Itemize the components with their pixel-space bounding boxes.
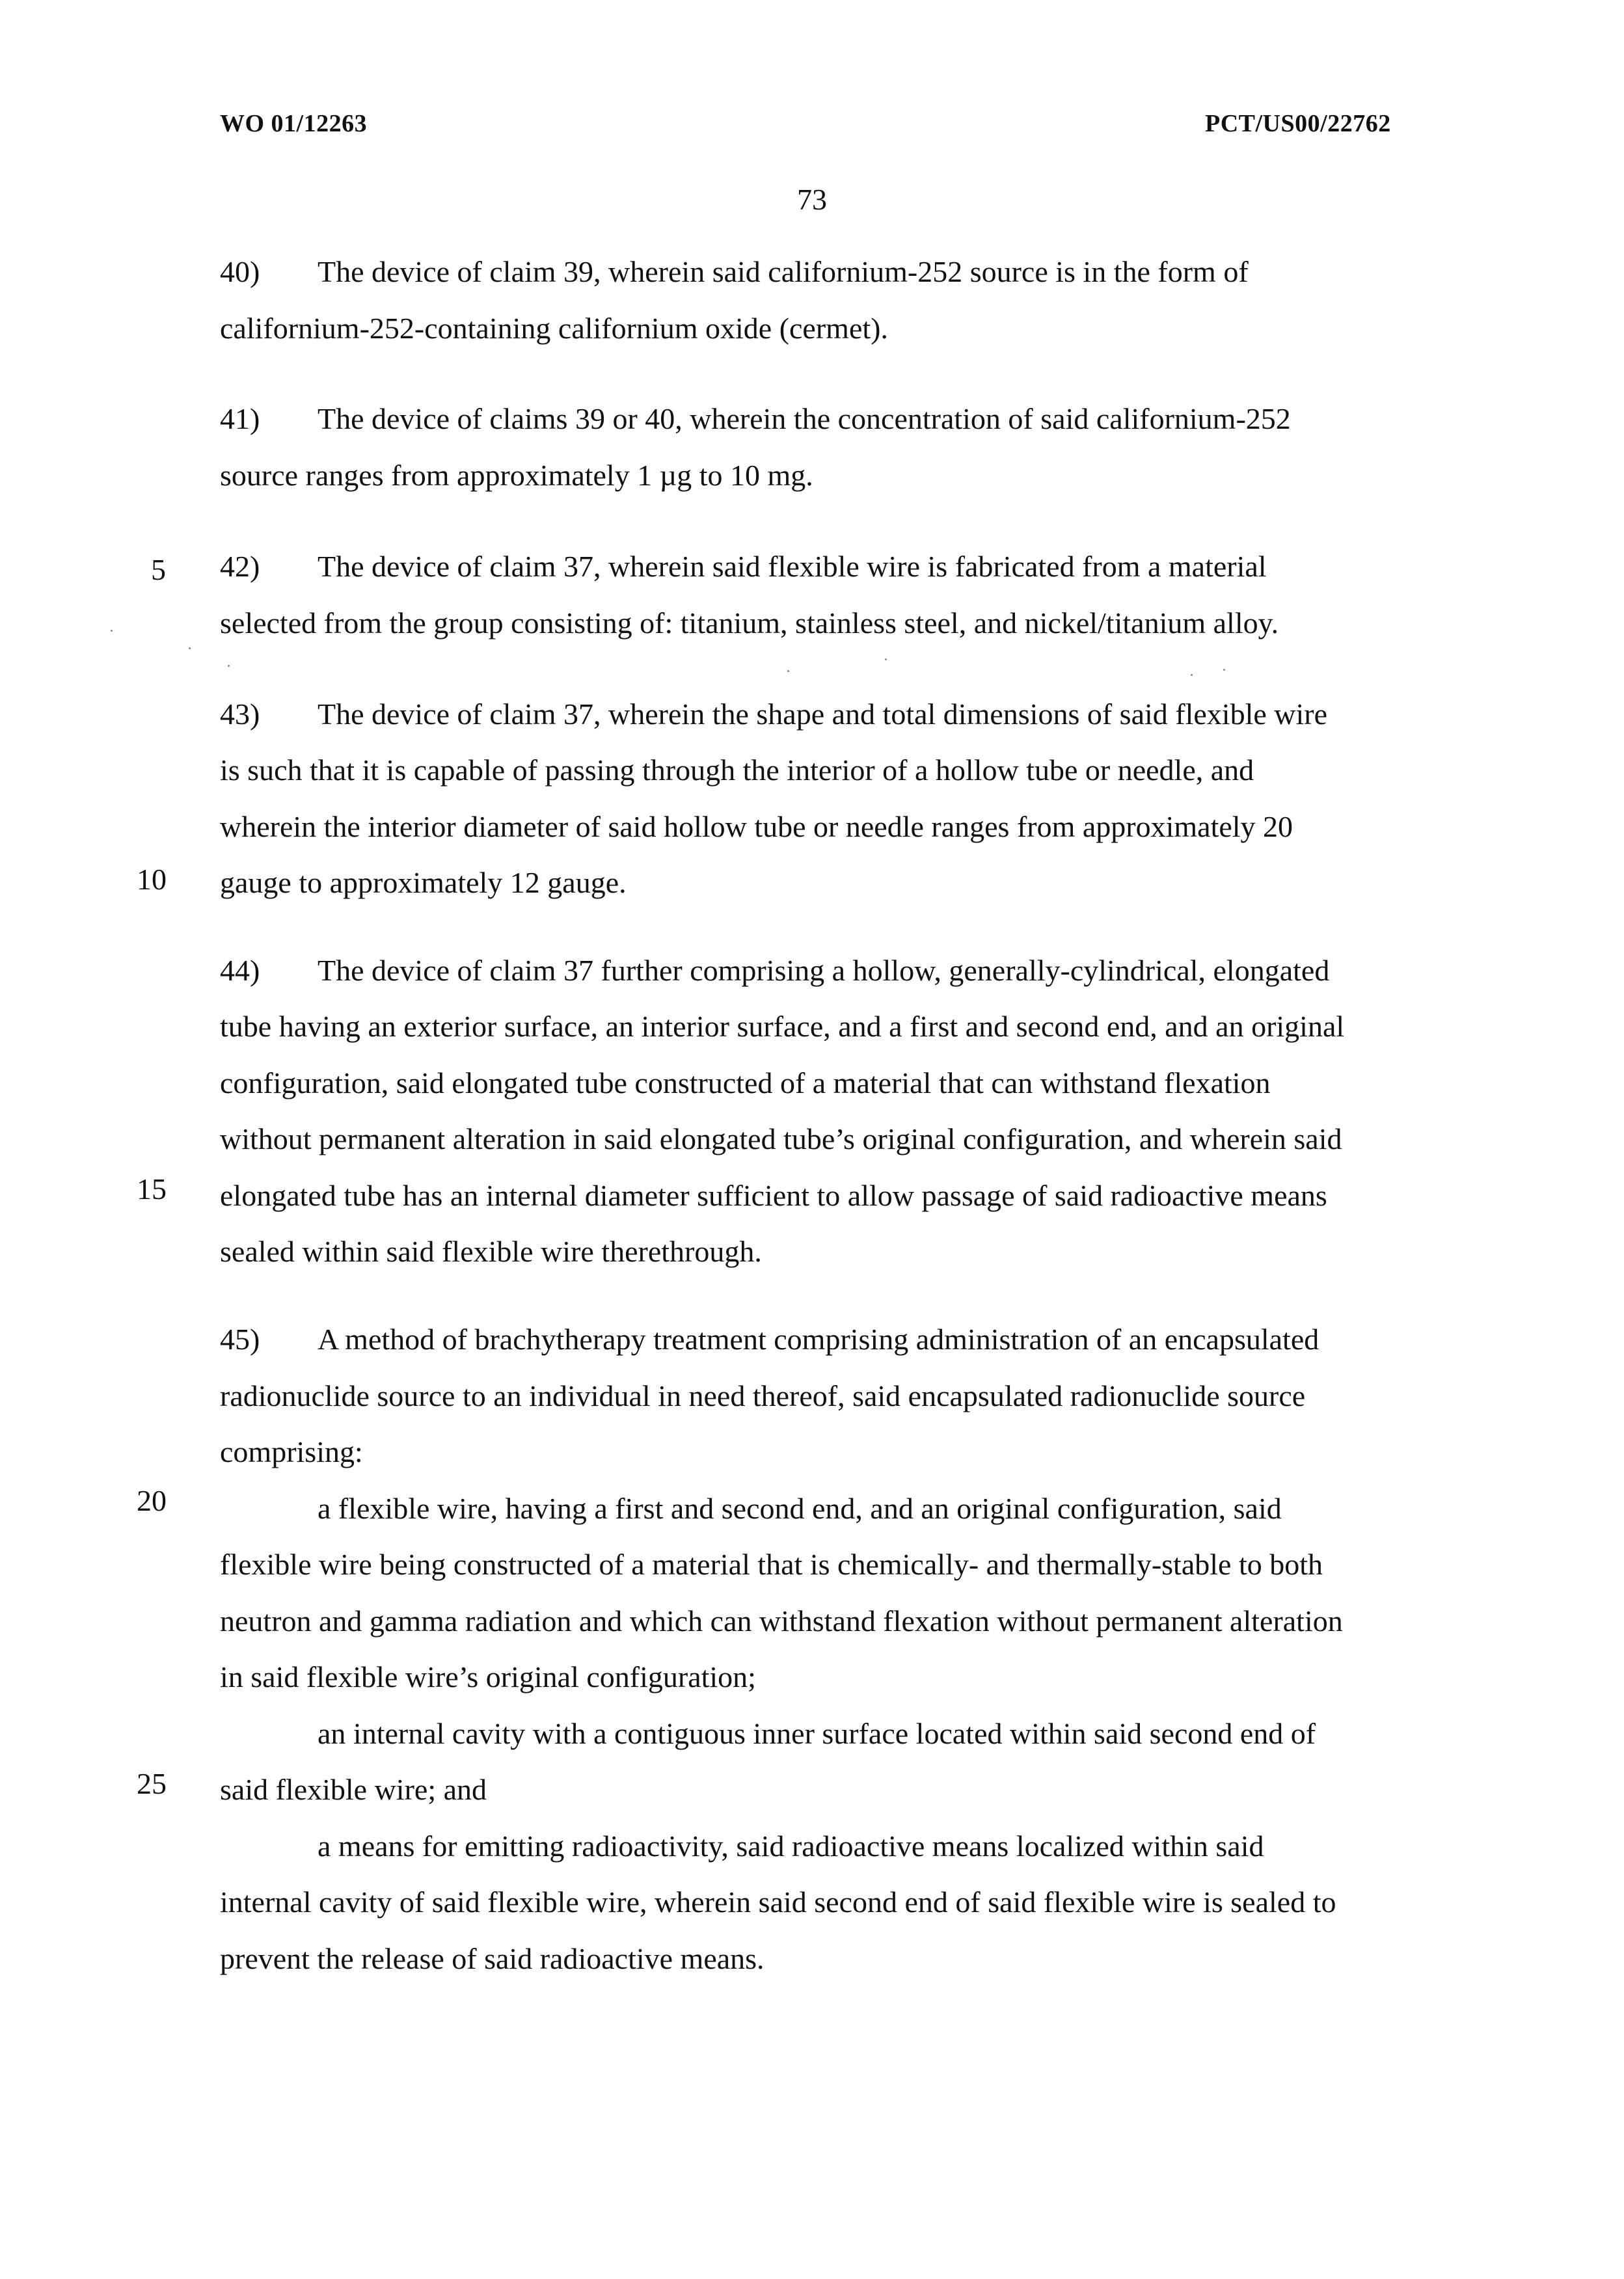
claim-line: configuration, said elongated tube constructed of a material that can withstand flexation (220, 1066, 1271, 1099)
claim-label: 41) (220, 402, 260, 435)
claim-line (220, 697, 1502, 731)
claim-label: 45) (220, 1323, 260, 1356)
publication-number: WO 01/12263 (220, 110, 368, 137)
application-number: PCT/US00/22762 (1205, 110, 1391, 137)
claim-label: 43) (220, 697, 260, 731)
scan-speck (228, 665, 230, 667)
claim-line: tube having an exterior surface, an interior surface, and a first and second end, and an original (220, 1010, 1345, 1043)
claim-line: sealed within said flexible wire therethrough. (220, 1235, 762, 1268)
line-number-15: 15 (137, 1172, 167, 1206)
claim-line: in said flexible wire’s original configuration; (220, 1660, 756, 1693)
line-number-10: 10 (137, 863, 167, 896)
claim-line: source ranges from approximately 1 µg to 10 mg. (220, 459, 813, 492)
claim-line: gauge to approximately 12 gauge. (220, 866, 627, 899)
claim-line: neutron and gamma radiation and which can withstand flexation without permanent alteration (220, 1604, 1343, 1638)
claim-line: wherein the interior diameter of said hollow tube or needle ranges from approximately 20 (220, 810, 1293, 843)
line-number-20: 20 (137, 1484, 167, 1517)
claim-line: elongated tube has an internal diameter sufficient to allow passage of said radioactive means (220, 1179, 1327, 1212)
claim-line: selected from the group consisting of: titanium, stainless steel, and nickel/titanium alloy. (220, 606, 1279, 640)
claim-label: 42) (220, 550, 260, 583)
scan-speck (111, 630, 113, 632)
scan-speck (1223, 669, 1225, 671)
claim-line: radionuclide source to an individual in need thereof, said encapsulated radionuclide source (220, 1379, 1306, 1412)
claim-line: a means for emitting radioactivity, said radioactive means localized within said (318, 1829, 1264, 1863)
claim-line: an internal cavity with a contiguous inner surface located within said second end of (318, 1717, 1316, 1750)
claim-text: The device of claims 39 or 40, wherein the concentration of said californium-252 (318, 402, 1291, 435)
claim-text: A method of brachytherapy treatment comprising administration of an encapsulated (318, 1323, 1320, 1356)
claim-text: The device of claim 39, wherein said californium-252 source is in the form of (318, 255, 1249, 288)
claim-line: without permanent alteration in said elongated tube’s original configuration, and wherein said (220, 1122, 1342, 1155)
page-number: 73 (797, 183, 827, 216)
claim-line: prevent the release of said radioactive means. (220, 1942, 765, 1975)
claim-line (220, 550, 1502, 584)
scan-speck (189, 647, 191, 649)
scan-speck (787, 670, 789, 672)
claim-text: The device of claim 37 further comprising a hollow, generally-cylindrical, elongated (318, 954, 1330, 987)
claim-text: The device of claim 37, wherein said flexible wire is fabricated from a material (318, 550, 1267, 583)
line-number-5: 5 (151, 553, 166, 586)
claim-line (220, 255, 1502, 289)
claim-line: internal cavity of said flexible wire, wherein said second end of said flexible wire is sealed to (220, 1885, 1336, 1919)
claim-line: said flexible wire; and (220, 1773, 487, 1806)
claim-label: 44) (220, 954, 260, 987)
scan-speck (885, 658, 887, 660)
claim-line (220, 1323, 1502, 1356)
claim-line (220, 954, 1502, 988)
claim-line: a flexible wire, having a first and second end, and an original configuration, said (318, 1492, 1282, 1525)
claim-line: californium-252-containing californium oxide (cermet). (220, 312, 888, 345)
claim-label: 40) (220, 255, 260, 288)
line-number-25: 25 (137, 1767, 167, 1800)
claim-line (220, 402, 1502, 436)
scan-speck (1191, 674, 1193, 676)
claim-line: flexible wire being constructed of a material that is chemically- and thermally-stable to both (220, 1548, 1323, 1581)
claim-line: comprising: (220, 1435, 363, 1468)
claim-text: The device of claim 37, wherein the shape and total dimensions of said flexible wire (318, 697, 1328, 731)
claim-line: is such that it is capable of passing through the interior of a hollow tube or needle, and (220, 753, 1254, 787)
